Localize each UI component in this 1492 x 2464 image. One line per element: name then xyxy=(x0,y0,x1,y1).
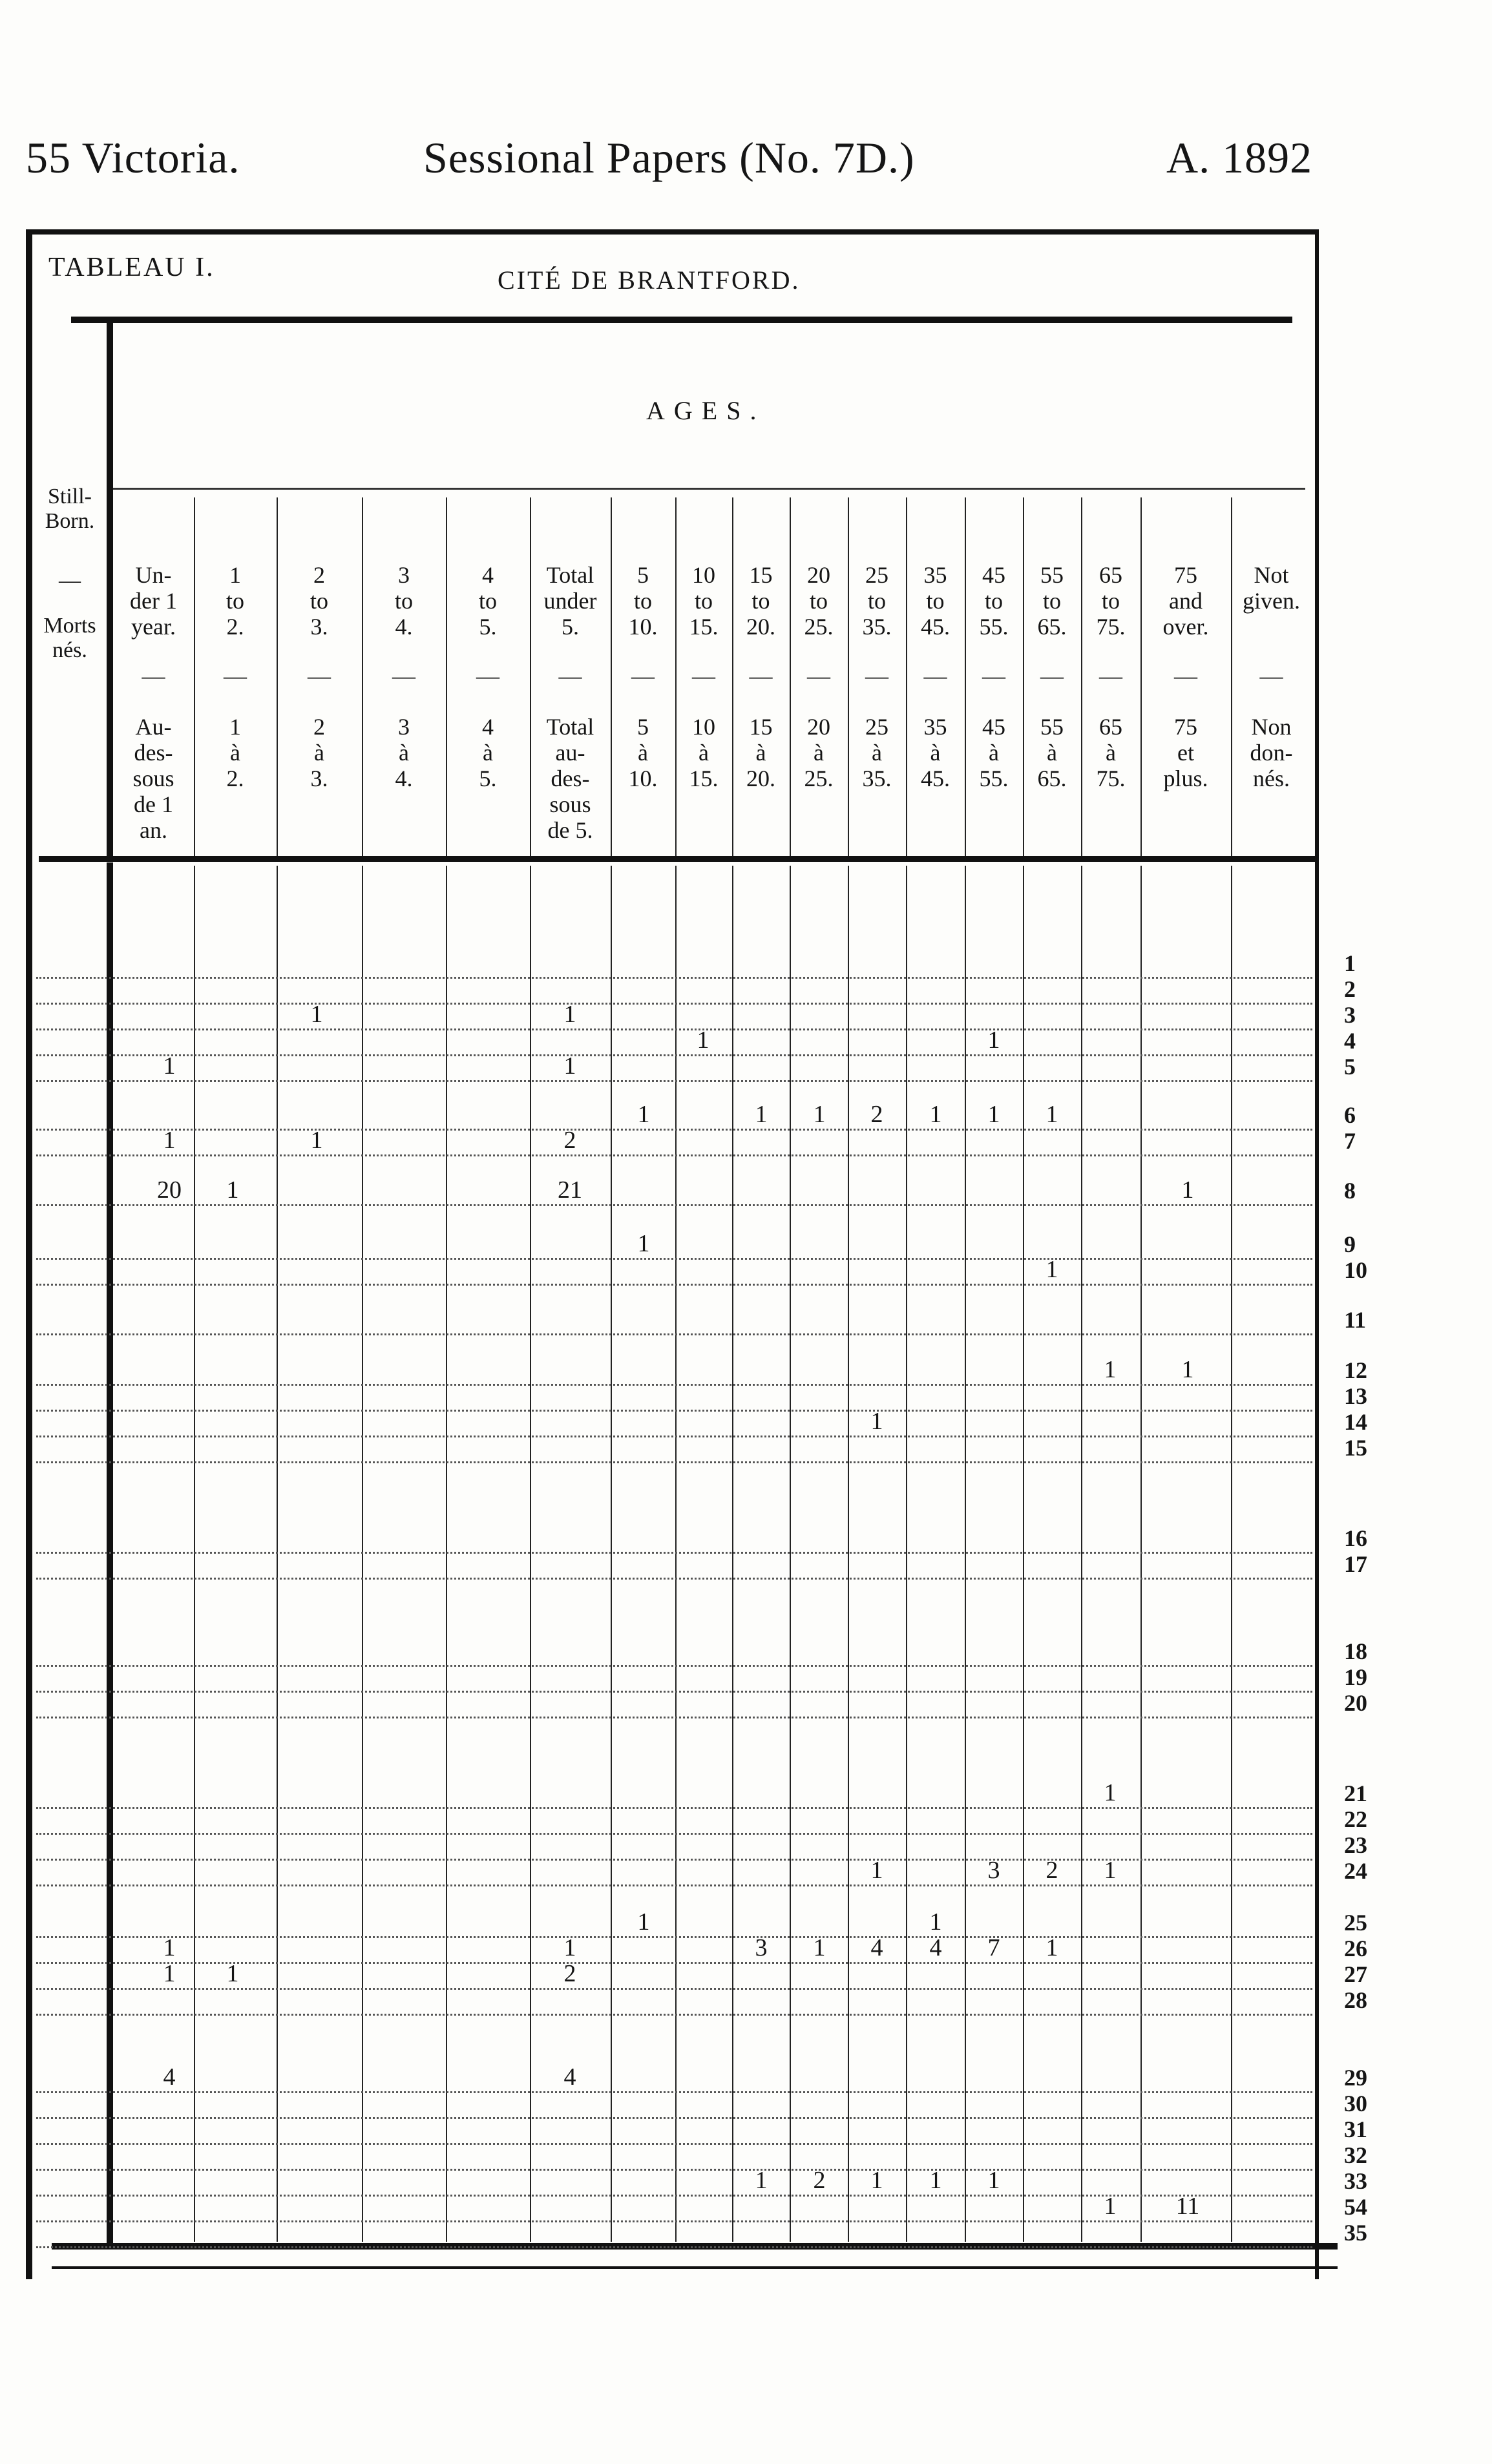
col-header-fr-3: 3 à 4. xyxy=(395,714,413,791)
row-number: 32 xyxy=(1344,2142,1367,2168)
row-number: 25 xyxy=(1344,1910,1367,1936)
col-rule-body xyxy=(277,866,278,2242)
table-cell: 1 xyxy=(1104,1356,1117,1383)
table-cell: 1 xyxy=(929,1101,942,1128)
stillborn-fr: Morts nés. xyxy=(43,614,96,662)
col-header-en-13: 55 to 65. xyxy=(1037,562,1067,640)
row-number: 4 xyxy=(1344,1028,1356,1054)
table-row-rule xyxy=(36,1436,1312,1437)
col-header-dash-14: — xyxy=(1099,663,1122,689)
col-header-fr-14: 65 à 75. xyxy=(1096,714,1126,791)
table-cell: 1 xyxy=(870,1408,883,1435)
row-number: 3 xyxy=(1344,1002,1356,1028)
row-number: 35 xyxy=(1344,2220,1367,2246)
col-header-dash-5: — xyxy=(558,663,582,689)
col-header-dash-15: — xyxy=(1174,663,1197,689)
table-cell: 20 xyxy=(157,1176,182,1204)
col-rule-header xyxy=(611,497,612,856)
row-number: 28 xyxy=(1344,1987,1367,2013)
running-head xyxy=(0,132,1492,204)
running-head-center: Sessional Papers (No. 7D.) xyxy=(423,133,915,182)
table-cell: 2 xyxy=(870,1101,883,1128)
table-row-rule xyxy=(36,1384,1312,1386)
table-row-rule xyxy=(36,2143,1312,2145)
row-number: 19 xyxy=(1344,1664,1367,1690)
table-row-rule xyxy=(36,2014,1312,2016)
table-cell: 1 xyxy=(870,1857,883,1884)
col-header-fr-10: 25 à 35. xyxy=(862,714,892,791)
col-header-dash-3: — xyxy=(392,663,415,689)
col-rule-header xyxy=(277,497,278,856)
col-header-dash-16: — xyxy=(1259,663,1283,689)
table-cell: 1 xyxy=(1181,1176,1194,1204)
stillborn-rule-body xyxy=(107,862,113,2245)
stillborn-en: Still- Born. xyxy=(45,485,95,533)
row-number: 1 xyxy=(1344,950,1356,976)
table-cell: 1 xyxy=(310,1001,323,1028)
col-header-dash-2: — xyxy=(308,663,331,689)
col-rule-body xyxy=(362,866,363,2242)
col-rule-body xyxy=(848,866,849,2242)
table-cell: 2 xyxy=(813,2167,826,2194)
running-head-right: A. 1892 xyxy=(1166,133,1313,182)
table-cell: 1 xyxy=(987,2167,1000,2194)
col-header-en-1: 1 to 2. xyxy=(226,562,244,640)
col-rule-body xyxy=(1023,866,1024,2242)
col-rule-header xyxy=(675,497,677,856)
table-cell: 2 xyxy=(563,1127,576,1154)
col-header-en-9: 20 to 25. xyxy=(804,562,834,640)
row-number: 27 xyxy=(1344,1961,1367,1987)
col-rule-body xyxy=(1140,866,1142,2242)
table-cell: 1 xyxy=(163,1127,176,1154)
col-rule-body xyxy=(790,866,791,2242)
col-rule-header xyxy=(194,497,195,856)
row-number: 20 xyxy=(1344,1690,1367,1716)
table-row-rule xyxy=(36,1552,1312,1554)
row-number: 13 xyxy=(1344,1383,1367,1409)
table-row-rule xyxy=(36,1988,1312,1990)
table-row-rule xyxy=(36,1204,1312,1206)
table-cell: 1 xyxy=(1181,1356,1194,1383)
table-cell: 1 xyxy=(637,1101,650,1128)
table-row-rule xyxy=(36,1028,1312,1030)
table-cell: 4 xyxy=(563,2063,576,2091)
table-cell: 1 xyxy=(563,1001,576,1028)
table-cell: 1 xyxy=(563,1052,576,1080)
row-number: 23 xyxy=(1344,1832,1367,1858)
col-header-en-16: Not given. xyxy=(1243,562,1300,614)
table-row-rule xyxy=(36,2091,1312,2093)
table-cell: 1 xyxy=(163,1934,176,1961)
col-header-en-2: 2 to 3. xyxy=(310,562,328,640)
row-number: 7 xyxy=(1344,1128,1356,1154)
table-cell: 2 xyxy=(1045,1857,1058,1884)
col-header-fr-11: 35 à 45. xyxy=(921,714,950,791)
table-cell: 3 xyxy=(755,1934,768,1961)
row-number: 18 xyxy=(1344,1638,1367,1664)
table-cell: 1 xyxy=(226,1176,239,1204)
table-row-rule xyxy=(36,977,1312,979)
col-rule-body xyxy=(446,866,447,2242)
col-rule-body xyxy=(675,866,677,2242)
col-header-fr-6: 5 à 10. xyxy=(628,714,658,791)
col-rule-header xyxy=(965,497,966,856)
table-title: CITÉ DE BRANTFORD. xyxy=(498,266,801,295)
col-header-dash-8: — xyxy=(749,663,773,689)
table-cell: 1 xyxy=(226,1960,239,1987)
table-label: TABLEAU I. xyxy=(48,253,215,282)
col-rule-header xyxy=(1023,497,1024,856)
table-row-rule xyxy=(36,1129,1312,1131)
table-row-rule xyxy=(36,1333,1312,1335)
table-row-rule xyxy=(36,2117,1312,2119)
col-header-en-4: 4 to 5. xyxy=(478,562,497,640)
col-header-dash-6: — xyxy=(631,663,655,689)
table-row-rule xyxy=(36,1054,1312,1056)
col-header-en-8: 15 to 20. xyxy=(746,562,775,640)
table-row-rule xyxy=(36,2246,1312,2248)
col-rule-body xyxy=(530,866,531,2242)
table-cell: 4 xyxy=(929,1934,942,1961)
table-row-rule xyxy=(36,1578,1312,1580)
table-cell: 1 xyxy=(163,1052,176,1080)
ages-title: AGES. xyxy=(646,396,766,425)
table-row-rule xyxy=(36,1410,1312,1412)
col-header-en-6: 5 to 10. xyxy=(628,562,658,640)
table-cell: 1 xyxy=(987,1027,1000,1054)
col-rule-header xyxy=(732,497,733,856)
title-rule xyxy=(71,317,1292,323)
col-rule-body xyxy=(965,866,966,2242)
table-row-rule xyxy=(36,1258,1312,1260)
col-header-en-0: Un- der 1 year. xyxy=(130,562,177,640)
col-rule-header xyxy=(848,497,849,856)
col-header-fr-0: Au- des- sous de 1 an. xyxy=(132,714,174,843)
col-header-en-15: 75 and over. xyxy=(1162,562,1209,640)
table-cell: 1 xyxy=(1045,1256,1058,1283)
col-header-dash-12: — xyxy=(982,663,1005,689)
table-row-rule xyxy=(36,1284,1312,1286)
col-rule-body xyxy=(194,866,195,2242)
table-cell: 1 xyxy=(813,1101,826,1128)
col-header-fr-15: 75 et plus. xyxy=(1163,714,1208,791)
table-cell: 1 xyxy=(929,1908,942,1936)
col-header-en-5: Total under 5. xyxy=(543,562,597,640)
col-rule-header xyxy=(446,497,447,856)
table-cell: 1 xyxy=(637,1908,650,1936)
table-row-rule xyxy=(36,1154,1312,1156)
table-cell: 1 xyxy=(1045,1101,1058,1128)
col-rule-header xyxy=(1231,497,1232,856)
row-number: 15 xyxy=(1344,1435,1367,1461)
table-cell: 1 xyxy=(1104,1857,1117,1884)
col-header-dash-4: — xyxy=(476,663,499,689)
col-header-en-10: 25 to 35. xyxy=(862,562,892,640)
row-number: 21 xyxy=(1344,1780,1367,1806)
col-rule-body xyxy=(732,866,733,2242)
col-header-fr-2: 2 à 3. xyxy=(310,714,328,791)
table-row-rule xyxy=(36,1936,1312,1938)
table-cell: 1 xyxy=(563,1934,576,1961)
col-header-fr-12: 45 à 55. xyxy=(979,714,1009,791)
table-row-rule xyxy=(36,1461,1312,1463)
row-number: 5 xyxy=(1344,1054,1356,1080)
row-number: 12 xyxy=(1344,1357,1367,1383)
table-row-rule xyxy=(36,1717,1312,1718)
table-row-rule xyxy=(36,1691,1312,1693)
col-header-dash-9: — xyxy=(807,663,830,689)
col-rule-header xyxy=(530,497,531,856)
row-number: 16 xyxy=(1344,1525,1367,1551)
ages-rule xyxy=(113,488,1305,490)
col-rule-header xyxy=(1140,497,1142,856)
col-rule-header xyxy=(1081,497,1082,856)
col-header-fr-4: 4 à 5. xyxy=(479,714,497,791)
table-cell: 2 xyxy=(563,1960,576,1987)
col-header-dash-1: — xyxy=(224,663,247,689)
table-cell: 1 xyxy=(637,1230,650,1257)
col-header-fr-13: 55 à 65. xyxy=(1037,714,1067,791)
col-header-en-3: 3 to 4. xyxy=(394,562,413,640)
row-number: 6 xyxy=(1344,1102,1356,1128)
col-header-en-14: 65 to 75. xyxy=(1096,562,1126,640)
col-header-dash-7: — xyxy=(692,663,715,689)
row-number: 17 xyxy=(1344,1551,1367,1577)
row-number: 9 xyxy=(1344,1231,1356,1257)
row-number: 22 xyxy=(1344,1806,1367,1832)
running-head-left: 55 Victoria. xyxy=(26,133,240,182)
row-number: 29 xyxy=(1344,2065,1367,2091)
row-number: 30 xyxy=(1344,2091,1367,2116)
col-header-en-12: 45 to 55. xyxy=(979,562,1009,640)
col-header-dash-13: — xyxy=(1040,663,1064,689)
table-cell: 1 xyxy=(1104,2193,1117,2220)
table-row-rule xyxy=(36,1807,1312,1809)
table-cell: 1 xyxy=(697,1027,709,1054)
col-header-fr-7: 10 à 15. xyxy=(689,714,719,791)
col-header-dash-11: — xyxy=(923,663,947,689)
table-cell: 4 xyxy=(163,2063,176,2091)
col-rule-header xyxy=(790,497,791,856)
table-cell: 1 xyxy=(987,1101,1000,1128)
row-number: 31 xyxy=(1344,2116,1367,2142)
col-header-en-7: 10 to 15. xyxy=(689,562,719,640)
col-header-dash-0: — xyxy=(142,663,165,689)
table-cell: 1 xyxy=(310,1127,323,1154)
stillborn-dash: — xyxy=(59,569,81,592)
table-cell: 11 xyxy=(1175,2193,1200,2220)
col-header-dash-10: — xyxy=(865,663,888,689)
col-header-en-11: 35 to 45. xyxy=(921,562,950,640)
table-row-rule xyxy=(36,2169,1312,2171)
row-number: 54 xyxy=(1344,2194,1367,2220)
col-header-fr-5: Total au- des- sous de 5. xyxy=(546,714,594,843)
table-row-rule xyxy=(36,1665,1312,1667)
table-cell: 1 xyxy=(755,2167,768,2194)
table-cell: 1 xyxy=(1045,1934,1058,1961)
row-number: 24 xyxy=(1344,1858,1367,1884)
table-cell: 1 xyxy=(870,2167,883,2194)
col-rule-body xyxy=(611,866,612,2242)
col-header-fr-1: 1 à 2. xyxy=(226,714,244,791)
table-cell: 1 xyxy=(813,1934,826,1961)
table-row-rule xyxy=(36,1003,1312,1005)
row-number: 14 xyxy=(1344,1409,1367,1435)
table-cell: 1 xyxy=(163,1960,176,1987)
col-rule-body xyxy=(1231,866,1232,2242)
table-cell: 7 xyxy=(987,1934,1000,1961)
table-cell: 4 xyxy=(870,1934,883,1961)
table-cell: 1 xyxy=(929,2167,942,2194)
table-row-rule xyxy=(36,2220,1312,2222)
table-cell: 1 xyxy=(755,1101,768,1128)
col-header-fr-9: 20 à 25. xyxy=(804,714,834,791)
table-row-rule xyxy=(36,1833,1312,1835)
row-number: 10 xyxy=(1344,1257,1367,1283)
table-cell: 1 xyxy=(1104,1779,1117,1806)
table-cell: 21 xyxy=(558,1176,582,1204)
table-row-rule xyxy=(36,1080,1312,1082)
col-rule-body xyxy=(1081,866,1082,2242)
col-rule-header xyxy=(362,497,363,856)
row-number: 26 xyxy=(1344,1936,1367,1961)
col-rule-body xyxy=(906,866,907,2242)
row-number: 33 xyxy=(1344,2168,1367,2194)
col-header-fr-16: Non don- nés. xyxy=(1250,714,1293,791)
col-header-fr-8: 15 à 20. xyxy=(746,714,775,791)
row-number: 8 xyxy=(1344,1178,1356,1204)
col-rule-header xyxy=(906,497,907,856)
row-number: 11 xyxy=(1344,1307,1367,1333)
table-cell: 3 xyxy=(987,1857,1000,1884)
header-bottom-rule xyxy=(39,856,1315,862)
row-number: 2 xyxy=(1344,976,1356,1002)
table-row-rule xyxy=(36,1885,1312,1886)
